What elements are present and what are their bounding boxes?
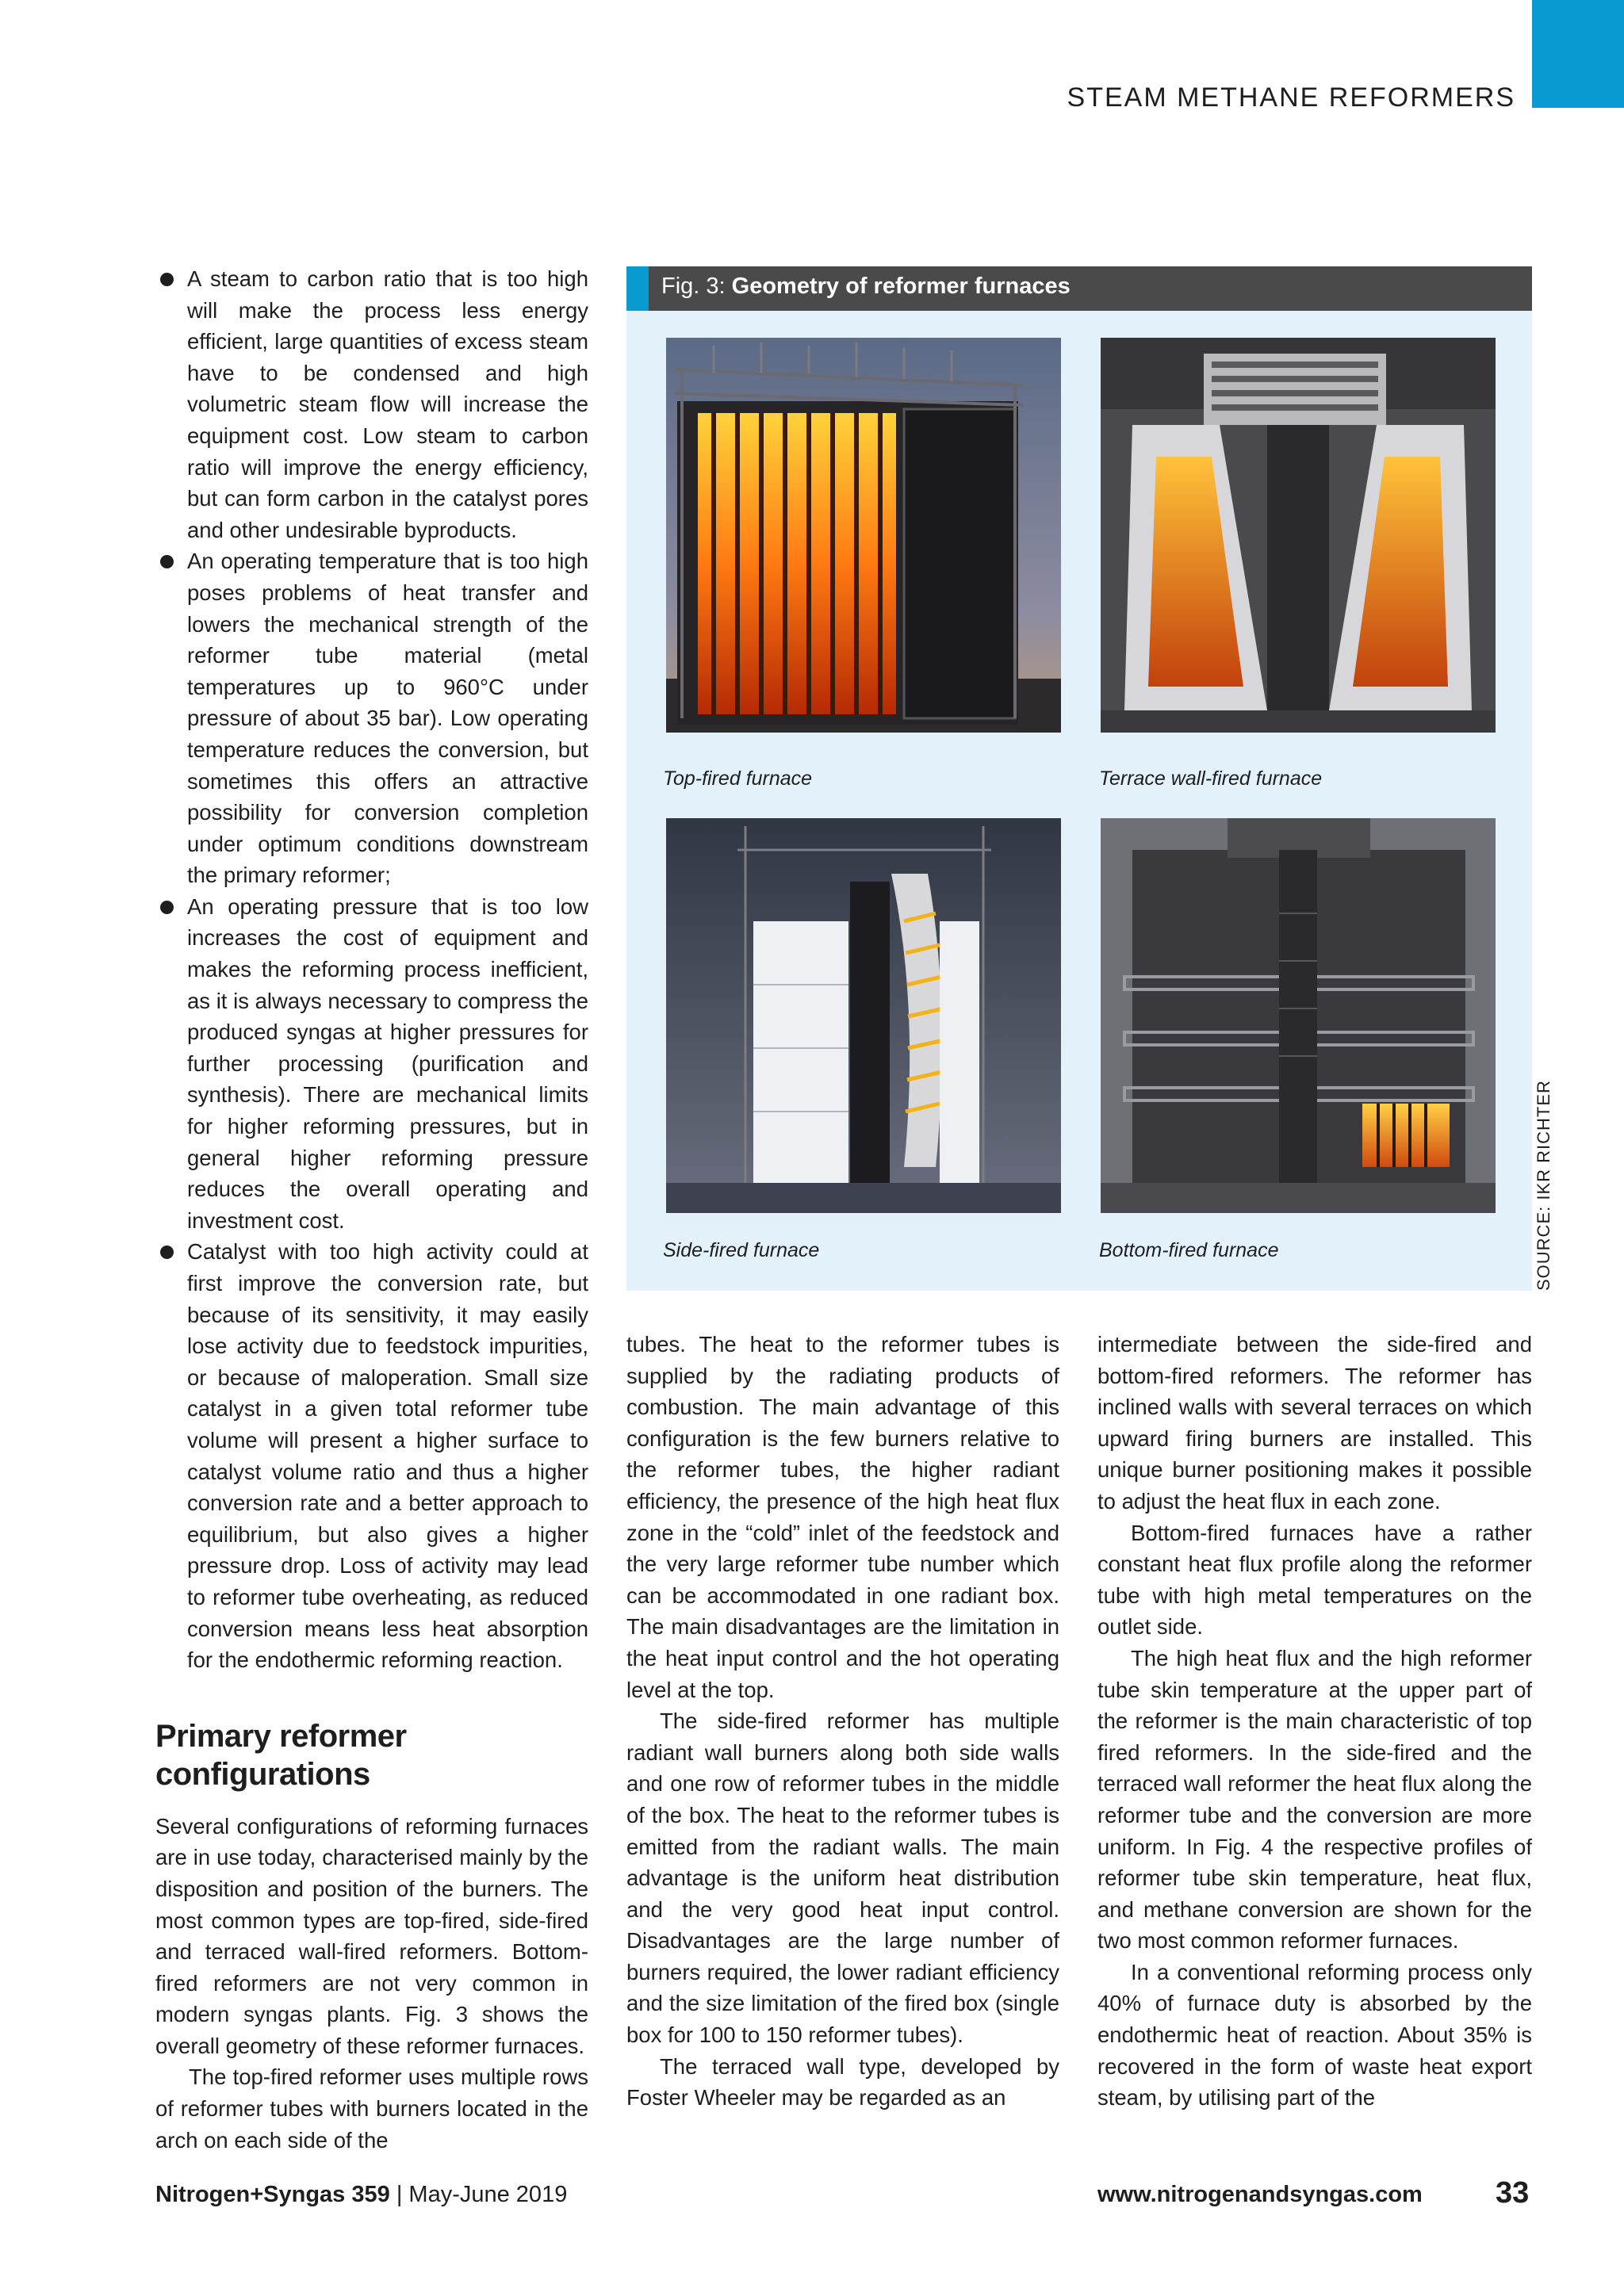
column-3 [1097,1329,1532,2114]
issue-date: May-June 2019 [408,2182,568,2207]
bullet-text: An operating pressure that is too low increases the cost of equipment and makes the reforming process inefficient, as it is always necessary to compress the produced syngas at higher pressures for further processing (purification and synthesis). There are mechanical limits for higher reforming pressures, but in general higher reforming pressure reduces the overall operating and investment cost. [187,894,588,1233]
figure-label: Fig. 3: [661,274,726,299]
column-2 [626,1329,1059,2114]
subheading: Primary reformer configurations [155,1718,407,1792]
paragraph: The top-fired reformer uses multiple rows of reformer tubes with burners located in the arch on each side of the [155,2064,588,2152]
paragraph: The high heat flux and the high reformer tube skin temperature at the upper part of the reformer is the main characteristic of top fired reformers. In the side-fired and the terraced wall reformer the heat flux along the reformer tube and the conversion are more uniform. In Fig. 4 the respective profiles of reformer tube skin temperature, heat flux, and methane conversion are shown for the two most common reformer furnaces. [1097,1645,1532,1954]
paragraph: The terraced wall type, developed by Foster Wheeler may be regarded as an [626,2053,1059,2110]
bullet-item [155,1236,588,1675]
bullet-dot-icon [160,555,174,568]
bullet-item [155,263,588,545]
side-fired-furnace-image [666,818,1061,1213]
figure-title [661,274,1071,300]
bullet-text: An operating temperature that is too high poses problems of heat transfer and lowers the mechanical strength of the reformer tube material (metal temperatures up to 960°C under pressure of about 35 bar). Low operating temperature reduces the conversion, but sometimes this offers an attractive possibility for conversion completion under optimum conditions downstream the primary reformer; [187,549,588,888]
bullet-item [155,545,588,891]
bullet-text: A steam to carbon ratio that is too high will make the process less energy efficient, large quantities of excess steam have to be condensed and high volumetric steam flow will increase the equipment cost. Low steam to carbon ratio will improve the energy efficiency, but can form carbon in the catalyst pores and other undesirable byproducts. [187,266,588,542]
bullet-list [155,263,588,1676]
page-number: 33 [1496,2176,1530,2210]
publication-name: Nitrogen+Syngas [155,2182,346,2207]
footer-publication: Nitrogen+Syngas 359 | May-June 2019 [155,2182,568,2207]
paragraph: Several configurations of reforming furnaces are in use today, characterised mainly by the disposition and position of the burners. The most common types are top-fired, side-fired and terraced wall-fired reformers. Bottom-fired reformers are not very common in modern syngas plants. Fig. 3 shows the overall geometry of these reformer furnaces. [155,1813,588,2058]
paragraph: In a conventional reforming process only 40% of furnace duty is absorbed by the endothermic heat of reaction. About 35% is recovered in the form of waste heat export steam, by utilising part of the [1097,1959,1532,2110]
bullet-text: Catalyst with too high activity could at first improve the conversion rate, but because of its sensitivity, it may easily lose activity due to feedstock impurities, or because of maloperation. Small size catalyst in a given total reformer tube volume will present a higher surface to catalyst volume ratio and thus a higher conversion rate and a better approach to equilibrium, but also gives a higher pressure drop. Loss of activity may lead to reformer tube overheating, as reduced conversion means less heat absorption for the endothermic reforming reaction. [187,1239,588,1673]
caption-bottom-fired: Bottom-fired furnace [1099,1239,1279,1261]
section-title: STEAM METHANE REFORMERS [1067,82,1515,113]
caption-terrace: Terrace wall-fired furnace [1099,767,1323,790]
paragraph: The side-fired reformer has multiple radiant wall burners along both side walls and one row of reformer tubes in the middle of the box. The heat to the reformer tubes is emitted from the radiant walls. The main advantage is the uniform heat distribution and the very good heat input control. Disadvantages are the large number of burners required, the lower radiant efficiency and the size limitation of the fired box (single box for 100 to 150 reformer tubes). [626,1709,1059,2048]
paragraph: tubes. The heat to the reformer tubes is supplied by the radiating products of combustion. The main advantage of this configuration is the few burners relative to the reformer tubes, the higher radiant efficiency, the presence of the high heat flux zone in the “cold” inlet of the feedstock and the very large reformer tube number which can be accommodated in one radiant box. The main disadvantages are the limitation in the heat input control and the hot operating level at the top. [626,1332,1059,1702]
top-fired-furnace-image [666,338,1061,733]
bullet-item [155,891,588,1237]
figure-header [626,266,1532,311]
figure-3 [626,266,1532,1291]
caption-top-fired: Top-fired furnace [663,767,813,790]
issue-number: 359 [351,2182,390,2207]
figure-header-accent [626,266,649,311]
bottom-fired-furnace-image [1101,818,1496,1213]
terrace-wall-fired-furnace-image [1101,338,1496,733]
figure-source: SOURCE: IKR RICHTER [1534,1080,1553,1291]
bullet-dot-icon [160,273,174,286]
footer-url-link[interactable]: www.nitrogenandsyngas.com [1097,2182,1423,2207]
section-corner-tab [1532,0,1624,108]
caption-side-fired: Side-fired furnace [663,1239,820,1261]
figure-title-text: Geometry of reformer furnaces [731,274,1071,299]
bullet-dot-icon [160,901,174,914]
paragraph: Bottom-fired furnaces have a rather constant heat flux profile along the reformer tube with high metal temperatures on the outlet side. [1097,1520,1532,1640]
column-1 [155,263,588,2156]
paragraph: intermediate between the side-fired and bottom-fired reformers. The reformer has inclined walls with several terraces on which upward firing burners are installed. This unique burner positioning makes it possible to adjust the heat flux in each zone. [1097,1332,1532,1513]
bullet-dot-icon [160,1246,174,1259]
